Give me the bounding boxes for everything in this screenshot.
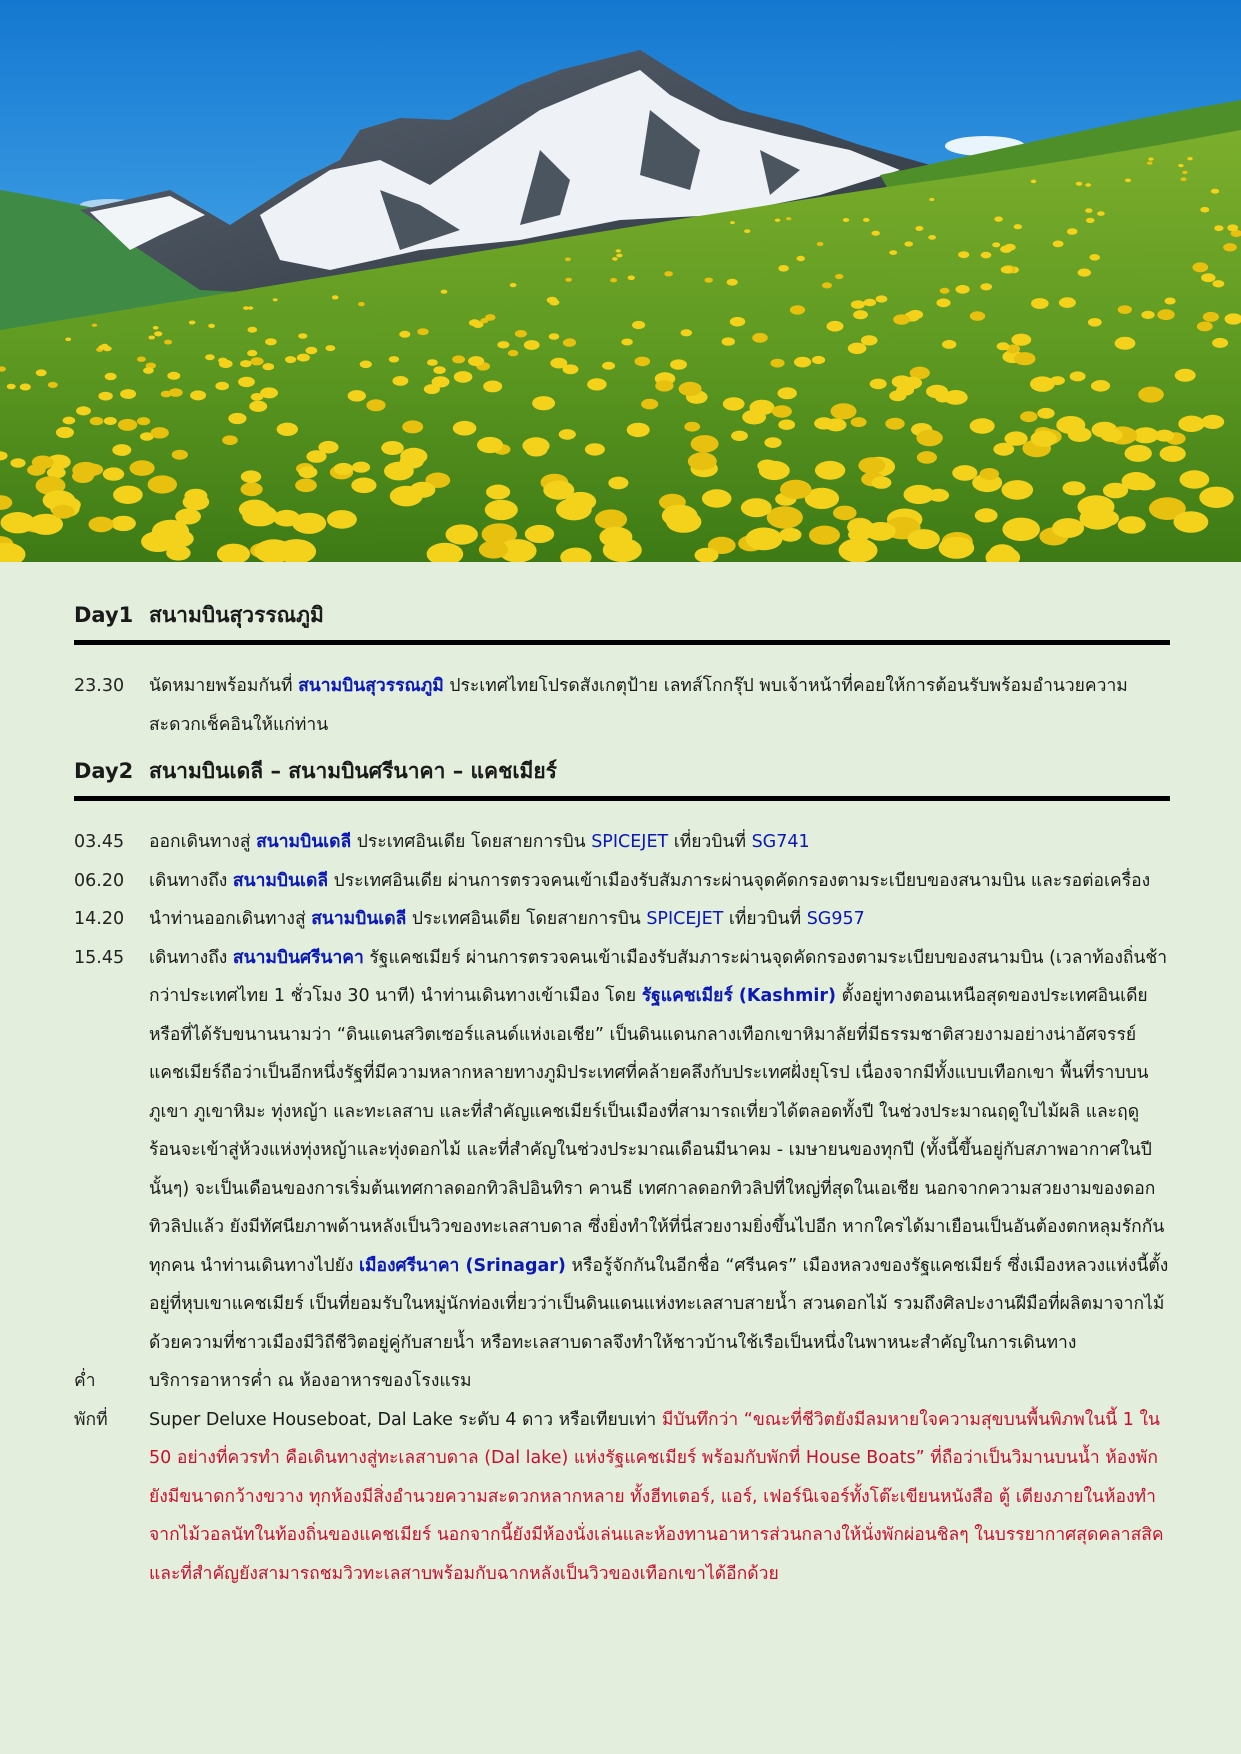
- body-text: เที่ยวบินที่: [668, 832, 752, 852]
- schedule-row: [74, 1362, 1170, 1401]
- highlighted-text: เมืองศรีนาคา (Srinagar): [358, 1255, 566, 1276]
- day-2: [74, 756, 1170, 1593]
- body-text: ประเทศไทยโปรดสังเกตุป้าย เลทส์โกกรุ๊ป พบเจ้าหน้าที่คอยให้การต้อนรับพร้อมอำนวยความสะดวกเช็คอินให้แก่ท่าน: [149, 676, 1128, 735]
- day-label: Day2: [74, 759, 134, 783]
- schedule-time: 15.45: [74, 947, 125, 968]
- schedule-row: [74, 823, 1170, 862]
- body-text: รัฐแคชเมียร์ ผ่านการตรวจคนเข้าเมืองรับสัมภาระผ่านจุดคัดกรองตามระเบียบของสนามบิน (เวลาท้องถิ่นช้ากว่าประเทศไทย 1 ชั่วโมง 30 นาที) นำท่านเดินทางเข้าเมือง โดย: [149, 947, 1168, 1006]
- schedule-time: ค่ำ: [74, 1371, 96, 1391]
- day-label: Day1: [74, 603, 134, 627]
- highlighted-text: สนามบินศรีนาคา: [232, 947, 364, 968]
- body-text: นัดหมายพร้อมกันที่: [149, 676, 299, 696]
- schedule-row: [74, 1401, 1170, 1594]
- day-title: สนามบินสุวรรณภูมิ: [149, 603, 324, 627]
- schedule-text: [149, 1401, 1170, 1594]
- mountain-meadow-image: [0, 0, 1241, 562]
- day-2-header: [74, 756, 1170, 801]
- itinerary: [74, 600, 1170, 1593]
- highlighted-text: SG957: [806, 909, 865, 929]
- highlighted-text: สนามบินเดลี: [256, 832, 352, 852]
- highlighted-text: สนามบินสุวรรณภูมิ: [298, 676, 444, 696]
- schedule-time: 06.20: [74, 870, 125, 891]
- schedule-time: 23.30: [74, 676, 125, 696]
- day-2-schedule: [74, 823, 1170, 1593]
- day-1: [74, 600, 1170, 744]
- body-text: เดินทางถึง: [149, 947, 233, 968]
- schedule-row: [74, 862, 1170, 901]
- day-1-header: [74, 600, 1170, 645]
- highlighted-text: รัฐแคชเมียร์ (Kashmir): [641, 986, 837, 1006]
- schedule-row: [74, 667, 1170, 744]
- schedule-text: [149, 900, 1170, 939]
- schedule-time: 14.20: [74, 909, 125, 929]
- highlighted-text: มีบันทึกว่า “ขณะที่ชีวิตยังมีลมหายใจความสุขบนพื้นพิภพในนี้ 1 ใน 50 อย่างที่ควรทำ คือเดินทางสู่ทะเลสาบดาล (Dal lake) แห่งรัฐแคชเมียร์ พร้อมกับพักที่ House Boats” ที่ถือว่าเป็นวิมานบนน้ำ ห้องพักยังมีขนาดกว้างขวาง ทุกห้องมีสิ่งอำนวยความสะดวกหลากหลาย ทั้งฮีทเตอร์, แอร์, เฟอร์นิเจอร์ทั้งโต๊ะเขียนหนังสือ ตู้ เตียงภายในห้องทำจากไม้วอลนัทในท้องถิ่นของแคชเมียร์ นอกจากนี้ยังมีห้องนั่งเล่นและห้องทานอาหารส่วนกลางให้นั่งพักผ่อนชิลๆ ในบรรยากาศสุดคลาสสิค และที่สำคัญยังสามารถชมวิวทะเลสาบพร้อมกับฉากหลังเป็นวิวของเทือกเขาได้อีกด้วย: [149, 1409, 1164, 1584]
- schedule-text: [149, 1362, 1170, 1401]
- body-text: เที่ยวบินที่: [723, 909, 807, 929]
- body-text: ออกเดินทางสู่: [149, 832, 257, 852]
- schedule-row: [74, 900, 1170, 939]
- schedule-text: [149, 939, 1170, 1363]
- highlighted-text: สนามบินเดลี: [311, 909, 407, 929]
- body-text: ประเทศอินเดีย โดยสายการบิน: [351, 832, 592, 852]
- body-text: ตั้งอยู่ทางตอนเหนือสุดของประเทศอินเดีย หรือที่ได้รับขนานนามว่า “ดินแดนสวิตเซอร์แลนด์แห่งเอเชีย” เป็นดินแดนกลางเทือกเขาหิมาลัยที่มีธรรมชาติสวยงามอย่างน่าอัศจรรย์ แคชเมียร์ถือว่าเป็นอีกหนึ่งรัฐที่มีความหลากหลายทางภูมิประเทศที่คล้ายคลึงกับประเทศฝั่งยุโรป เนื่องจากมีทั้งแบบเทือกเขา พื้นที่ราบบนภูเขา ภูเขาหิมะ ทุ่งหญ้า และทะเลสาบ และที่สำคัญแคชเมียร์เป็นเมืองที่สามารถเที่ยวได้ตลอดทั้งปี ในช่วงประมาณฤดูใบไม้ผลิ และฤดูร้อนจะเข้าสู่ห้วงแห่งทุ่งหญ้าและทุ่งดอกไม้ และที่สำคัญในช่วงประมาณเดือนมีนาคม - เมษายนของทุกปี (ทั้งนี้ขึ้นอยู่กับสภาพอากาศในปีนั้นๆ) จะเป็นเดือนของการเริ่มต้นเทศกาลดอกทิวลิปอินทิรา คานธี เทศกาลดอกทิวลิปที่ใหญ่ที่สุดในเอเชีย นอกจากความสวยงามของดอกทิวลิปแล้ว ยังมีทัศนียภาพด้านหลังเป็นวิวของทะเลสาบดาล ซึ่งยิ่งทำให้ที่นี่สวยงามยิ่งขึ้นไปอีก หากใครได้มาเยือนเป็นอันต้องตกหลุมรักกันทุกคน นำท่านเดินทางไปยัง: [149, 986, 1165, 1276]
- highlighted-text: สนามบินเดลี: [232, 870, 329, 891]
- body-text: หรือรู้จักกันในอีกชื่อ “ศรีนคร” เมืองหลวงของรัฐแคชเมียร์ ซึ่งเมืองหลวงแห่งนี้ตั้งอยู่ที่หุบเขาแคชเมียร์ เป็นที่ยอมรับในหมู่นักท่องเที่ยวว่าเป็นดินแดนแห่งทะเลสาบสายน้ำ สวนดอกไม้ รวมถึงศิลปะงานฝีมือที่ผลิตมาจากไม้ ด้วยความที่ชาวเมืองมีวิถีชีวิตอยู่คู่กับสายน้ำ หรือทะเลสาบดาลจึงทำให้ชาวบ้านใช้เรือเป็นหนึ่งในพาหนะสำคัญในการเดินทาง: [149, 1255, 1169, 1353]
- body-text: นำท่านออกเดินทางสู่: [149, 909, 312, 929]
- schedule-text: [149, 823, 1170, 862]
- body-text: เดินทางถึง: [149, 870, 233, 891]
- body-text: Super Deluxe Houseboat, Dal Lake ระดับ 4 ดาว หรือเทียบเท่า: [149, 1409, 662, 1430]
- schedule-text: [149, 862, 1170, 901]
- day-title: สนามบินเดลี – สนามบินศรีนาคา – แคชเมียร์: [149, 759, 557, 783]
- schedule-row: [74, 939, 1170, 1363]
- schedule-time: 03.45: [74, 832, 125, 852]
- highlighted-text: SG741: [751, 832, 810, 852]
- body-text: ประเทศอินเดีย ผ่านการตรวจคนเข้าเมืองรับสัมภาระผ่านจุดคัดกรองตามระเบียบของสนามบิน และรอต่อเครื่อง: [328, 870, 1151, 891]
- highlighted-text: SPICEJET: [646, 909, 724, 929]
- body-text: ประเทศอินเดีย โดยสายการบิน: [406, 909, 647, 929]
- body-text: บริการอาหารค่ำ ณ ห้องอาหารของโรงแรม: [149, 1371, 472, 1391]
- schedule-time: พักที่: [74, 1409, 108, 1430]
- day-1-schedule: [74, 667, 1170, 744]
- schedule-text: [149, 667, 1170, 744]
- highlighted-text: SPICEJET: [591, 832, 669, 852]
- banner-photo: [0, 0, 1241, 562]
